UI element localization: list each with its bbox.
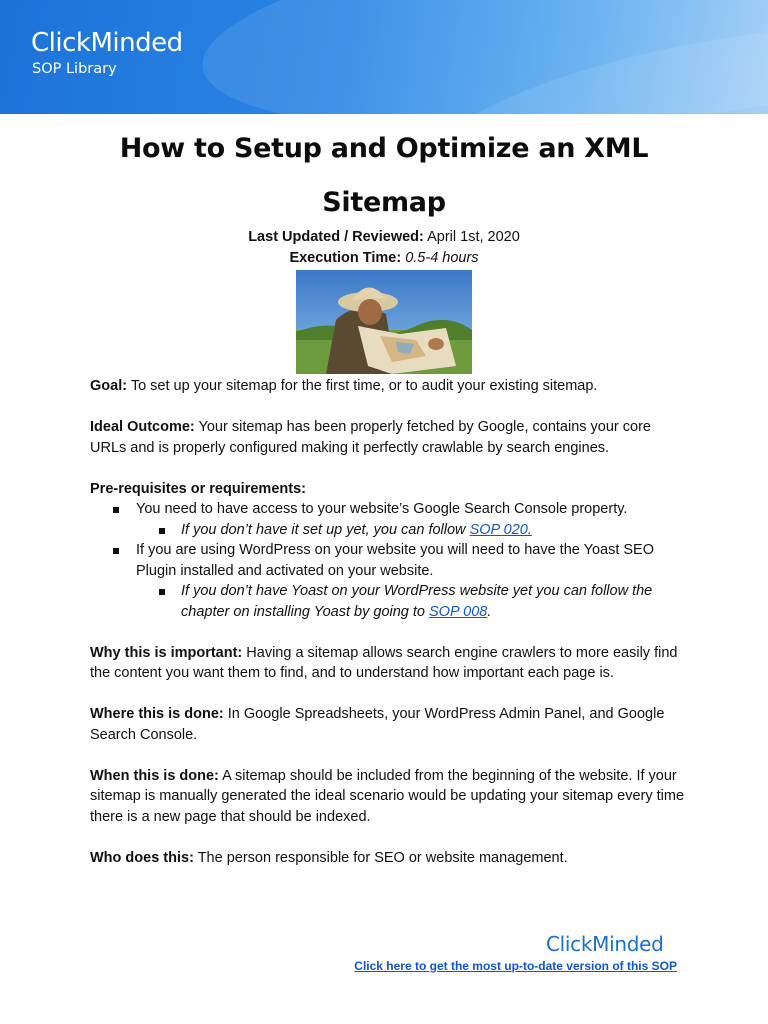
execution-time-label: Execution Time:: [289, 250, 402, 266]
list-item: [90, 520, 690, 541]
when-label: When this is done:: [90, 767, 219, 784]
footer-logo: ClickMinded: [546, 932, 664, 956]
prereq-heading: [90, 479, 690, 500]
bullet-icon: [113, 507, 119, 513]
last-updated-value: April 1st, 2020: [427, 229, 520, 245]
outcome-paragraph: [90, 417, 690, 458]
brand-logo: ClickMinded: [31, 28, 183, 58]
brand-subtitle: SOP Library: [32, 61, 117, 77]
latest-version-link[interactable]: Click here to get the most up-to-date version of this SOP: [354, 959, 677, 973]
prereq-1-sub-text: If you don’t have it set up yet, you can follow: [181, 521, 470, 538]
explorer-photo: [296, 270, 472, 374]
where-paragraph: [90, 704, 690, 745]
goal-label: Goal:: [90, 378, 128, 394]
bullet-icon: [159, 589, 165, 595]
outcome-label: Ideal Outcome:: [90, 419, 195, 435]
prereq-2-sub-end: .: [487, 603, 492, 620]
where-label: Where this is done:: [90, 706, 224, 722]
when-text: A sitemap should be included from the beginning of the website. If your sitemap is manually generated the ideal scenario would be updating your sitemap every time there is a new page that should be indexed.: [90, 767, 685, 825]
who-label: Who does this:: [90, 849, 194, 866]
prereq-label: Pre-requisites or requirements:: [90, 480, 306, 497]
execution-time-value: 0.5-4 hours: [405, 250, 479, 266]
prereq-2-sub-text: If you don’t have Yoast on your WordPress website yet you can follow the chapter on installing Yoast by going to: [181, 583, 653, 620]
outcome-text: Your sitemap has been properly fetched by Google, contains your core URLs and is properly configured making it perfectly crawlable by search engines.: [90, 419, 651, 456]
bullet-icon: [159, 528, 165, 534]
who-text: The person responsible for SEO or website management.: [197, 849, 568, 866]
bullet-icon: [113, 548, 119, 554]
who-paragraph: [90, 848, 690, 869]
sop-008-link[interactable]: SOP 008: [429, 603, 488, 620]
list-item: [90, 540, 690, 581]
prereq-1-text: You need to have access to your website’s Google Search Console property.: [136, 501, 628, 517]
prereq-2-text: If you are using WordPress on your website you will need to have the Yoast SEO Plugin installed and activated on your website.: [136, 542, 654, 579]
header-banner: [0, 0, 768, 114]
why-text: Having a sitemap allows search engine crawlers to more easily find the content you want them to find, and to understand how important each page is.: [90, 644, 678, 681]
why-label: Why this is important:: [90, 644, 243, 661]
execution-time: [60, 250, 708, 266]
last-updated-label: Last Updated / Reviewed:: [248, 229, 424, 245]
why-paragraph: [90, 643, 690, 684]
goal-text: To set up your sitemap for the first time, or to audit your existing sitemap.: [130, 378, 598, 394]
when-paragraph: [90, 766, 690, 828]
list-item: [90, 499, 690, 520]
sop-020-link[interactable]: SOP 020.: [469, 521, 532, 538]
goal-paragraph: [90, 376, 690, 397]
list-item: [90, 581, 690, 622]
where-text: In Google Spreadsheets, your WordPress Admin Panel, and Google Search Console.: [90, 706, 665, 743]
page-title: How to Setup and Optimize an XML Sitemap: [119, 133, 649, 218]
last-updated: [60, 229, 708, 245]
document-body: [90, 376, 690, 868]
